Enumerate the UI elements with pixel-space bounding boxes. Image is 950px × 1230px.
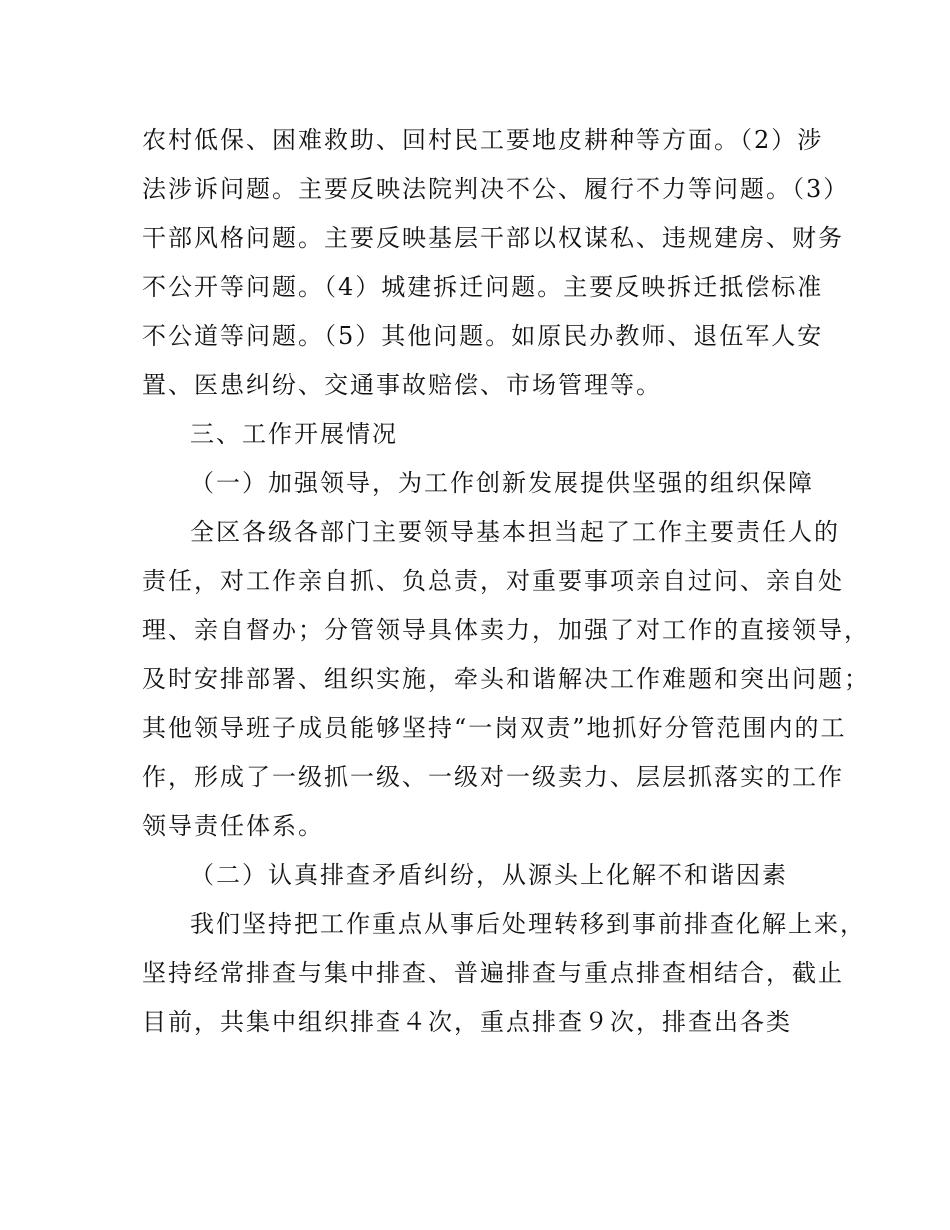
subsection-heading: （二）认真排查矛盾纠纷，从源头上化解不和谐因素 (190, 861, 788, 889)
body-text-line: 领导责任体系。 (142, 812, 324, 840)
body-text-line: 不公道等问题。（5）其他问题。如原民办教师、退伍军人安 (142, 322, 824, 350)
paragraph-first-line: 我们坚持把工作重点从事后处理转移到事前排查化解上来， (190, 910, 866, 938)
body-text-line: 及时安排部署、组织实施，牵头和谐解决工作难题和突出问题； (142, 665, 870, 693)
paragraph-first-line: 全区各级各部门主要领导基本担当起了工作主要责任人的 (190, 518, 840, 546)
document-body (142, 116, 870, 1047)
body-text-line: 不公开等问题。（4）城建拆迁问题。主要反映拆迁抵偿标准 (142, 273, 824, 301)
body-text-line: 干部风格问题。主要反映基层干部以权谋私、违规建房、财务 (142, 224, 844, 252)
body-text-line: 作，形成了一级抓一级、一级对一级卖力、层层抓落实的工作 (142, 763, 844, 791)
body-text-line: 理、亲自督办；分管领导具体卖力，加强了对工作的直接领导， (142, 616, 870, 644)
body-text-line: 坚持经常排查与集中排查、普遍排查与重点排查相结合，截止 (142, 959, 844, 987)
section-heading: 三、工作开展情况 (190, 420, 398, 448)
body-text-line: 置、医患纠纷、交通事故赔偿、市场管理等。 (142, 371, 662, 399)
body-text-line: 其他领导班子成员能够坚持“一岗双责”地抓好分管范围内的工 (142, 714, 847, 742)
body-text-line: 目前，共集中组织排查４次，重点排查９次，排查出各类 (142, 1008, 792, 1036)
subsection-heading: （一）加强领导，为工作创新发展提供坚强的组织保障 (190, 469, 814, 497)
body-text-line: 法涉诉问题。主要反映法院判决不公、履行不力等问题。（3） (142, 175, 850, 203)
body-text-line: 农村低保、困难救助、回村民工要地皮耕种等方面。（2）涉 (142, 126, 824, 154)
body-text-line: 责任，对工作亲自抓、负总责，对重要事项亲自过问、亲自处 (142, 567, 844, 595)
